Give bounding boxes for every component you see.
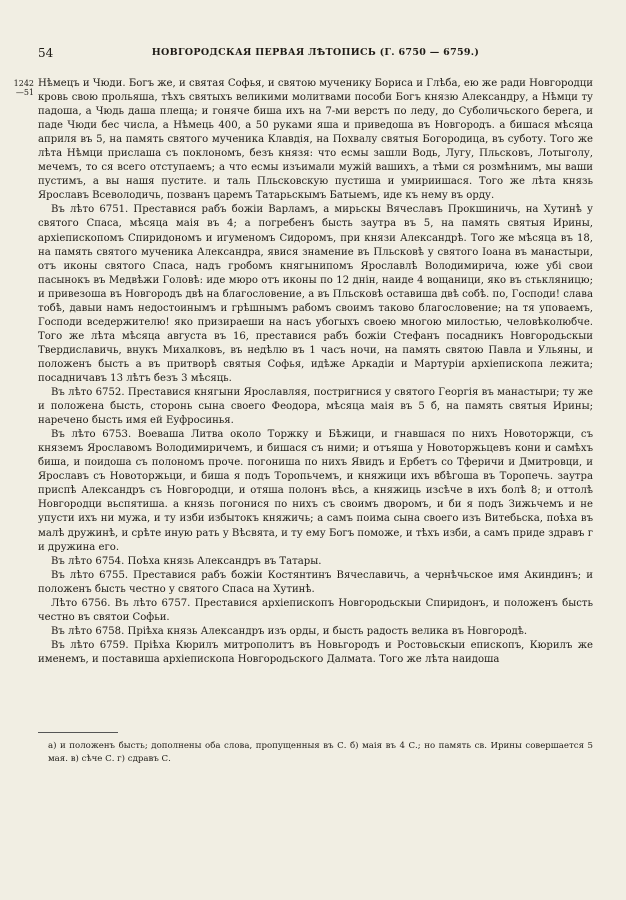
paragraph: Въ лѣто 6751. Преставися рабъ божіи Варламъ, а мирьскы Вячеславъ Прокшиничь, на Хутинѣ у святого Спаса, мѣсяца маія въ 4; а погребенъ бысть заутра въ 5, на память святыя Ирины, архіепископомъ Спиридономъ и игуменомъ Сидоромъ, при князи Александрѣ. Того же мѣсяца въ 18, на память святого мученика Александра, явися знамение въ Пльсковѣ у святого Іоана въ манастыри, отъ иконы святого Спаса, надъ гробомъ княгынипомъ Ярославлѣ Володимирича, юже убі свои пасынокъ въ Медвѣжи Головѣ: иде мюро отъ иконы по 12 днін, наиде 4 вощаници, яко въ стькляницю; и привезоша въ Новгородъ двѣ на благословение, а въ Пльсковѣ оставиша двѣ собѣ. по, Господи! слава тобѣ, давыи намъ недостоинымъ и грѣшнымъ рабомъ своимъ таково благословение; на тя уповаемъ, Господи вседержителю! яко призираеши на насъ убогыхъ своею многою милостью, человѣколюбче. Того же лѣта мѣсяца августа въ 16, преставися рабъ божіи Стефанъ посадникъ Новгородьскыи Твердиславичь, внукъ Михалковъ, въ недѣлю въ 1 часъ ночи, на память святою Павла и Ульяны, и положенъ бысть а въ притворѣ святыя Софья, идѣже Аркадіи и Мартуріи архіепископа лежита; посадничавъ 13 лѣтъ безъ 3 мѣсяць. xyxy=(38,204,593,384)
paragraph: Въ лѣто 6752. Преставися княгыни Ярославляя, постригнися у святого Георгія въ манастыри; ту же и положена бысть, сторонь сына своего Феодора, мѣсяца маія въ 5 б, на память святыя Ирины; наречено бысть имя ей Еуфросинья. xyxy=(38,387,593,427)
footnote: а) и положенъ бысть; дополнены оба слова, пропущенныя въ С. xyxy=(48,741,347,751)
paragraph: Въ лѣто 6754. Поѣха князь Александръ въ Татары. xyxy=(51,555,322,567)
paragraph: Въ лѣто 6758. Пріѣха князь Александръ изъ орды, и бысть радость велика въ Новгородѣ. xyxy=(51,625,528,637)
paragraph: Въ лѣто 6759. Пріѣха Кюрилъ митрополитъ въ Новьгородъ и Ростовьскыи епископъ, Кюрилъ же именемъ, и поставиша архіепископа Новгородьского Далмата. Того же лѣта наидоша xyxy=(38,639,593,665)
footnote: г) сдравъ С. xyxy=(117,753,171,764)
paragraph: Нѣмецъ и Чюди. Богъ же, и святая Софья, и святою мученику Бориса и Глѣба, ею же ради Новгородци кровь свою прольяша, тѣхъ святыхъ великими молитвами пособи Богъ князю Александру, а Нѣмци ту падоша, а Чюдь даша плеща; и гоняче биша ихъ на 7-ми верстъ по леду, до Суболичьского берега, и паде Чюди бес числа, а Нѣмець 400, а 50 руками яша и приведоша въ Новгородъ. а бишася мѣсяца априля въ 5, на память святого мученика Клавдія, на Похвалу святыя Богородица, въ суботу. Того же лѣта Нѣмци прислаша съ поклономъ, безъ князя: что есмы зашли Водь, Лугу, Пльсковъ, Лотыголу, мечемъ, то ся всего отступаемъ; а что есмы изъимали мужій вашихъ, а тѣми ся розмѣнимъ, мы ваши пустимъ, а вы нашя пустите. и таль Пльсковскую пустиша и умириишася. Того же лѣта князь Ярославъ Всеволодичь, позванъ царемъ Татарьскымъ Батыемъ, иде къ нему въ орду. xyxy=(38,78,593,202)
footnotes xyxy=(48,740,593,765)
running-title: НОВГОРОДСКАЯ ПЕРВАЯ ЛѢТОПИСЬ (Г. 6750 — 6759.) xyxy=(151,47,480,58)
footnote-divider xyxy=(38,732,118,733)
page-header xyxy=(38,46,593,62)
footnote: в) сѣче С. xyxy=(70,753,115,764)
page-number: 54 xyxy=(38,46,54,60)
paragraph: Въ лѣто 6753. Воеваша Литва около Торжку и Бѣжици, и гнавшася по нихъ Новоторжци, съ княземъ Ярославомъ Володимиричемъ, и бишася съ ними; и отъяша у Новоторжьцевъ кони и самѣхъ биша, и поидоша съ полономъ проче. погониша по нихъ Явидъ и Ербетъ со Тферичи и Дмитровци, и Ярославъ съ Новоторжьци, и биша я подъ Торопьчемъ, и княжици ихъ вбѣгоша въ Торопечь. заутра приспѣ Александръ съ Новгородци, и отяша полонъ вѣсь, а княжиць изсѣче в ихъ болѣ 8; и оттолѣ Новгородци вьспятиша. а князь погонися по нихъ съ своимъ дворомъ, и би я подъ Зижьчемъ и не упусти ихъ ни мужа, и ту изби избытокъ княжичь; а самъ поима сына своего изъ Витебьска, поѣха въ малѣ дружинѣ, и срѣте иную рать у Вѣсвята, и ту ему Богъ поможе, и тѣхъ изби, а самъ приде здравъ г и дружина его. xyxy=(38,429,593,553)
paragraph: Лѣто 6756. Въ лѣто 6757. Преставися архіепископъ Новгородьскыи Спиридонъ, и положенъ бысть честно въ святои Софьи. xyxy=(38,597,593,623)
footnote: б) маія въ 4 С.; но память св. Ирины совершается 5 мая. xyxy=(48,741,594,764)
paragraph: Въ лѣто 6755. Преставися рабъ божіи Костянтинъ Вячеславичь, а чернѣчьское имя Акиндинъ; и положенъ бысть честно у святого Спаса на Хутинѣ. xyxy=(38,569,593,595)
margin-year-note: 1242 —51 xyxy=(13,79,34,97)
chronicle-text xyxy=(13,77,593,667)
